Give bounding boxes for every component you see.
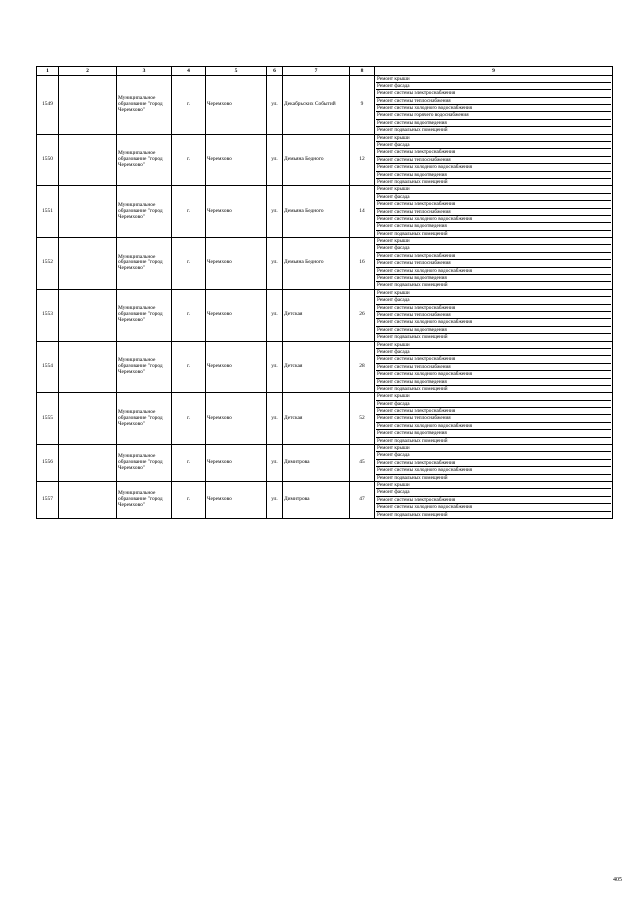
work-item: Ремонт системы электроснабжения <box>376 201 611 208</box>
municipality-cell: Муниципальное образование "город Черемхово" <box>117 393 172 445</box>
street-prefix-cell: ул. <box>267 481 283 518</box>
municipality-cell: Муниципальное образование "город Черемхово" <box>117 238 172 290</box>
works-list <box>376 186 611 237</box>
row-number: 1555 <box>37 393 59 445</box>
table-body <box>37 75 613 518</box>
column-header-9: 9 <box>375 67 613 76</box>
street-cell: Димитрова <box>283 481 350 518</box>
work-item: Ремонт системы холодного водоснабжения <box>376 164 611 171</box>
repair-program-table <box>36 66 613 519</box>
work-item: Ремонт подвальных помещений <box>377 437 448 444</box>
work-item: Ремонт крыши <box>376 482 611 489</box>
city-cell: Черемхово <box>206 186 267 238</box>
house-number-cell: 26 <box>350 289 375 341</box>
empty-cell <box>59 393 117 445</box>
work-item: Ремонт подвальных помещений <box>377 282 448 289</box>
street-prefix-cell: ул. <box>267 75 283 134</box>
work-item: Ремонт крыши <box>376 76 611 83</box>
column-header-6: 6 <box>267 67 283 76</box>
works-cell <box>375 341 613 393</box>
municipality-cell: Муниципальное образование "город Черемхово" <box>117 134 172 186</box>
municipality-cell: Муниципальное образование "город Черемхово" <box>117 341 172 393</box>
city-cell: Черемхово <box>206 341 267 393</box>
empty-cell <box>59 238 117 290</box>
street-cell: Детская <box>283 341 350 393</box>
city-prefix-cell: г. <box>172 186 206 238</box>
city-prefix-cell: г. <box>172 393 206 445</box>
empty-cell <box>59 75 117 134</box>
empty-cell <box>59 341 117 393</box>
work-item: Ремонт системы электроснабжения <box>376 356 611 363</box>
city-cell: Черемхово <box>206 445 267 482</box>
table-row <box>37 481 613 518</box>
work-item: Ремонт фасада <box>376 194 611 201</box>
work-item: Ремонт фасада <box>376 142 611 149</box>
work-item: Ремонт фасада <box>376 297 611 304</box>
work-item: Ремонт крыши <box>376 238 611 245</box>
work-item: Ремонт крыши <box>376 342 611 349</box>
works-cell <box>375 481 613 518</box>
street-cell: Демьяна Бедного <box>283 186 350 238</box>
house-number-cell: 47 <box>350 481 375 518</box>
work-item: Ремонт системы водоотведения <box>376 275 611 282</box>
city-prefix-cell: г. <box>172 481 206 518</box>
row-number: 1554 <box>37 341 59 393</box>
municipality-cell: Муниципальное образование "город Черемхово" <box>117 289 172 341</box>
street-prefix-cell: ул. <box>267 134 283 186</box>
work-item: Ремонт подвальных помещений <box>377 385 448 392</box>
work-item: Ремонт системы холодного водоснабжения <box>376 216 611 223</box>
empty-cell <box>59 481 117 518</box>
work-item: Ремонт системы водоотведения <box>376 430 611 437</box>
work-item: Ремонт системы холодного водоснабжения <box>376 504 611 511</box>
row-number: 1550 <box>37 134 59 186</box>
work-item: Ремонт крыши <box>376 393 611 400</box>
table-row <box>37 186 613 238</box>
work-item: Ремонт фасада <box>376 245 611 252</box>
work-item: Ремонт системы горячего водоснабжения <box>376 112 611 119</box>
work-item: Ремонт системы теплоснабжения <box>376 415 611 422</box>
city-prefix-cell: г. <box>172 289 206 341</box>
work-item: Ремонт системы электроснабжения <box>376 90 611 97</box>
work-item: Ремонт системы водоотведения <box>376 223 611 230</box>
city-prefix-cell: г. <box>172 134 206 186</box>
work-item: Ремонт фасада <box>376 83 611 90</box>
municipality-cell: Муниципальное образование "город Черемхово" <box>117 75 172 134</box>
work-item: Ремонт системы электроснабжения <box>376 497 611 504</box>
house-number-cell: 14 <box>350 186 375 238</box>
column-header-4: 4 <box>172 67 206 76</box>
house-number-cell: 16 <box>350 238 375 290</box>
work-item: Ремонт крыши <box>376 186 611 193</box>
work-item: Ремонт крыши <box>376 445 611 452</box>
table-row <box>37 393 613 445</box>
municipality-cell: Муниципальное образование "город Черемхово" <box>117 445 172 482</box>
work-item: Ремонт подвальных помещений <box>377 511 448 518</box>
work-item: Ремонт системы электроснабжения <box>376 305 611 312</box>
house-number-cell: 12 <box>350 134 375 186</box>
work-item: Ремонт системы водоотведения <box>376 327 611 334</box>
works-cell <box>375 134 613 186</box>
work-item: Ремонт системы теплоснабжения <box>376 312 611 319</box>
works-cell <box>375 238 613 290</box>
street-prefix-cell: ул. <box>267 186 283 238</box>
table-row <box>37 134 613 186</box>
works-list <box>376 482 611 518</box>
street-prefix-cell: ул. <box>267 393 283 445</box>
work-item: Ремонт системы холодного водоснабжения <box>376 423 611 430</box>
works-cell <box>375 393 613 445</box>
work-item: Ремонт системы теплоснабжения <box>376 209 611 216</box>
work-item: Ремонт системы холодного водоснабжения <box>376 105 611 112</box>
column-header-1: 1 <box>37 67 59 76</box>
table-row <box>37 238 613 290</box>
house-number-cell: 52 <box>350 393 375 445</box>
street-cell: Декабрьских Событий <box>283 75 350 134</box>
column-header-3: 3 <box>117 67 172 76</box>
work-item: Ремонт системы электроснабжения <box>376 149 611 156</box>
municipality-cell: Муниципальное образование "город Черемхово" <box>117 186 172 238</box>
table-row <box>37 75 613 134</box>
street-prefix-cell: ул. <box>267 341 283 393</box>
street-cell: Димитрова <box>283 445 350 482</box>
work-item: Ремонт системы холодного водоснабжения <box>376 268 611 275</box>
empty-cell <box>59 134 117 186</box>
house-number-cell: 28 <box>350 341 375 393</box>
city-cell: Черемхово <box>206 134 267 186</box>
work-item: Ремонт подвальных помещений <box>377 178 448 185</box>
work-item: Ремонт системы холодного водоснабжения <box>376 319 611 326</box>
work-item: Ремонт крыши <box>376 290 611 297</box>
work-item: Ремонт фасада <box>376 401 611 408</box>
row-number: 1553 <box>37 289 59 341</box>
street-prefix-cell: ул. <box>267 445 283 482</box>
city-prefix-cell: г. <box>172 445 206 482</box>
empty-cell <box>59 186 117 238</box>
table-row <box>37 341 613 393</box>
row-number: 1552 <box>37 238 59 290</box>
street-cell: Детская <box>283 393 350 445</box>
city-prefix-cell: г. <box>172 75 206 134</box>
works-cell <box>375 186 613 238</box>
works-list <box>376 445 611 481</box>
work-item: Ремонт крыши <box>376 135 611 142</box>
work-item: Ремонт фасада <box>376 349 611 356</box>
row-number: 1549 <box>37 75 59 134</box>
work-item: Ремонт системы водоотведения <box>376 172 611 179</box>
header-row <box>37 67 613 76</box>
city-prefix-cell: г. <box>172 238 206 290</box>
work-item: Ремонт фасада <box>376 452 611 459</box>
work-item: Ремонт системы холодного водоснабжения <box>376 371 611 378</box>
street-prefix-cell: ул. <box>267 238 283 290</box>
work-item: Ремонт системы холодного водоснабжения <box>376 467 611 474</box>
street-prefix-cell: ул. <box>267 289 283 341</box>
page-number: 405 <box>613 877 622 883</box>
works-list <box>376 238 611 289</box>
street-cell: Детская <box>283 289 350 341</box>
works-cell <box>375 445 613 482</box>
works-list <box>376 135 611 186</box>
works-cell <box>375 289 613 341</box>
empty-cell <box>59 289 117 341</box>
house-number-cell: 9 <box>350 75 375 134</box>
city-cell: Черемхово <box>206 75 267 134</box>
city-cell: Черемхово <box>206 393 267 445</box>
street-cell: Демьяна Бедного <box>283 134 350 186</box>
house-number-cell: 45 <box>350 445 375 482</box>
works-list <box>376 290 611 341</box>
work-item: Ремонт подвальных помещений <box>377 127 448 134</box>
work-item: Ремонт фасада <box>376 489 611 496</box>
works-cell <box>375 75 613 134</box>
works-list <box>376 393 611 444</box>
work-item: Ремонт подвальных помещений <box>377 230 448 237</box>
street-cell: Демьяна Бедного <box>283 238 350 290</box>
row-number: 1557 <box>37 481 59 518</box>
column-header-5: 5 <box>206 67 267 76</box>
city-cell: Черемхово <box>206 481 267 518</box>
work-item: Ремонт системы электроснабжения <box>376 460 611 467</box>
row-number: 1551 <box>37 186 59 238</box>
work-item: Ремонт системы электроснабжения <box>376 253 611 260</box>
empty-cell <box>59 445 117 482</box>
work-item: Ремонт подвальных помещений <box>377 474 448 481</box>
work-item: Ремонт системы водоотведения <box>376 120 611 127</box>
column-header-7: 7 <box>283 67 350 76</box>
column-header-2: 2 <box>59 67 117 76</box>
work-item: Ремонт системы теплоснабжения <box>376 98 611 105</box>
works-list <box>376 76 611 134</box>
city-cell: Черемхово <box>206 238 267 290</box>
table-row <box>37 289 613 341</box>
table-row <box>37 445 613 482</box>
work-item: Ремонт системы водоотведения <box>376 379 611 386</box>
city-prefix-cell: г. <box>172 341 206 393</box>
city-cell: Черемхово <box>206 289 267 341</box>
column-header-8: 8 <box>350 67 375 76</box>
row-number: 1556 <box>37 445 59 482</box>
work-item: Ремонт подвальных помещений <box>377 334 448 341</box>
work-item: Ремонт системы теплоснабжения <box>376 157 611 164</box>
work-item: Ремонт системы теплоснабжения <box>376 364 611 371</box>
works-list <box>376 342 611 393</box>
work-item: Ремонт системы теплоснабжения <box>376 260 611 267</box>
municipality-cell: Муниципальное образование "город Черемхово" <box>117 481 172 518</box>
work-item: Ремонт системы электроснабжения <box>376 408 611 415</box>
